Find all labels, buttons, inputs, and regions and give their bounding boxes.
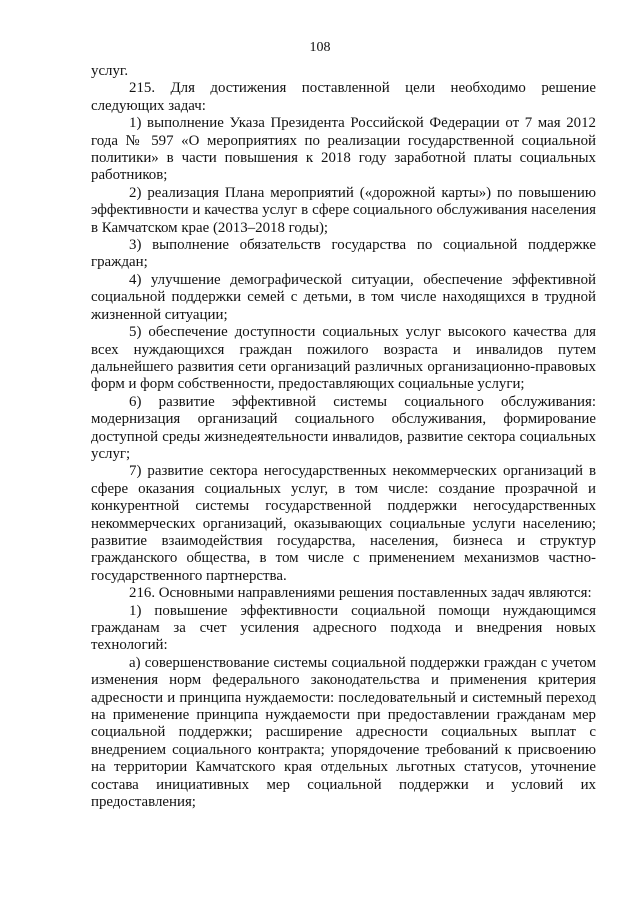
paragraph-task-5: 5) обеспечение доступности социальных услуг высокого качества для всех нуждающихся граждан пожилого возраста и инвалидов путем дальнейшего развития сети организаций различных организационно-правовых форм и форм собственности, предоставляющих социальные услуги; (91, 324, 596, 393)
paragraph-task-2: 2) реализация Плана мероприятий («дорожной карты») по повышению эффективности и качества услуг в сфере социального обслуживания населения в Камчатском крае (2013–2018 годы); (91, 184, 596, 236)
paragraph-216-intro: 216. Основными направлениями решения поставленных задач являются: (129, 585, 592, 602)
paragraph-215-intro: 215. Для достижения поставленной цели необходимо решение следующих задач: (91, 80, 596, 114)
paragraph-direction-1a: а) совершенствование системы социальной поддержки граждан с учетом изменения норм федерального законодательства и применения критерия адресности и принципа нуждаемости: последовательный и системный переход на применение принципа нуждаемости при предоставлении гражданам мер социальной поддержки; расширение адресности социальных выплат с внедрением социального контракта; упорядочение требований к присвоению на территории Камчатского края отдельных льготных статусов, уточнение состава инициативных мер социальной поддержки и условий их предоставления; (91, 654, 596, 811)
paragraph-continuation: услуг. (91, 63, 129, 79)
paragraph-task-6: 6) развитие эффективной системы социального обслуживания: модернизация организаций социального обслуживания, формирование доступной среды жизнедеятельности инвалидов, развитие сектора социальных услуг; (91, 393, 596, 462)
paragraph-task-4: 4) улучшение демографической ситуации, обеспечение эффективной социальной поддержки семей с детьми, в том числе находящихся в трудной жизненной ситуации; (91, 271, 596, 323)
paragraph-direction-1: 1) повышение эффективности социальной помощи нуждающимся гражданам за счет усиления адресного подхода и внедрения новых технологий: (91, 602, 596, 654)
page-number: 108 (309, 40, 331, 55)
paragraph-task-1: 1) выполнение Указа Президента Российской Федерации от 7 мая 2012 года № 597 «О мероприятиях по реализации государственной социальной политики» в части повышения к 2018 году заработной платы социальных работников; (91, 115, 596, 184)
paragraph-task-7: 7) развитие сектора негосударственных некоммерческих организаций в сфере оказания социальных услуг, в том числе: создание прозрачной и конкурентной системы государственной поддержки негосударственных некоммерческих организаций, оказывающих социальные услуги населению; развитие взаимодействия государства, населения, бизнеса и структур гражданского общества, в том числе с применением механизмов частно-государственного партнерства. (91, 463, 596, 584)
document-body (91, 63, 596, 811)
paragraph-task-3: 3) выполнение обязательств государства по социальной поддержке граждан; (91, 237, 596, 271)
